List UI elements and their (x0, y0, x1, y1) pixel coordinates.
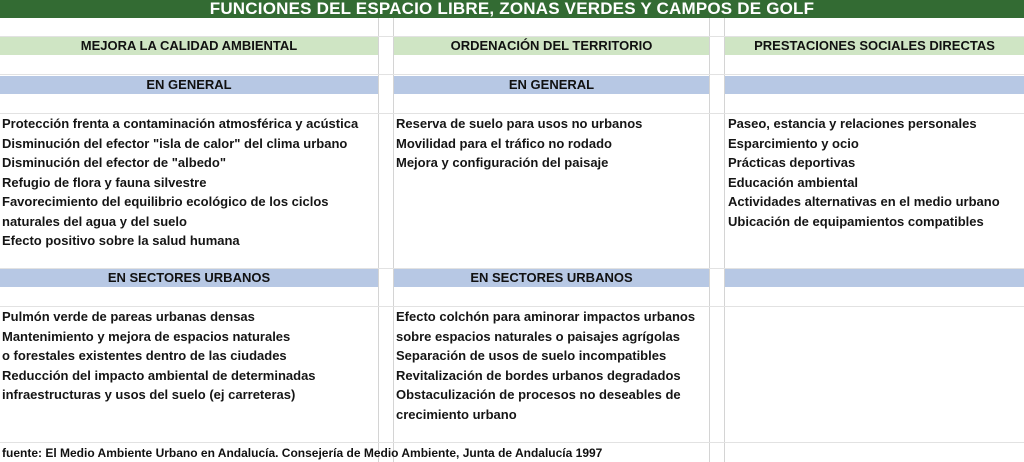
list-item: Efecto colchón para aminorar impactos urbanos (396, 309, 696, 324)
list-item: infraestructuras y usos del suelo (ej carreteras) (2, 387, 296, 402)
list-item: Reserva de suelo para usos no urbanos (396, 116, 643, 131)
list-item: Educación ambiental (728, 174, 859, 190)
list-item: Efecto positivo sobre la salud humana (2, 233, 240, 248)
grid-line (378, 18, 379, 462)
list-item: Favorecimiento del equilibrio ecológico de los ciclos (2, 194, 329, 209)
list-item: Refugio de flora y fauna silvestre (2, 174, 207, 190)
list-item: sobre espacios naturales o paisajes agrígolas (396, 328, 680, 344)
list-item: Pulmón verde de pareas urbanas densas (2, 309, 255, 324)
section-label-sectores: EN SECTORES URBANOS (107, 270, 271, 285)
list-item: Paseo, estancia y relaciones personales (728, 116, 977, 131)
column-header-ordenacion: ORDENACIÓN DEL TERRITORIO (450, 38, 653, 53)
list-item: naturales del agua y del suelo (2, 213, 187, 229)
grid-line (709, 18, 710, 462)
list-item: Prácticas deportivas (728, 155, 856, 170)
list-item: Protección frenta a contaminación atmosférica y acústica (2, 116, 359, 131)
list-item: o forestales existentes dentro de las ciudades (2, 348, 287, 363)
list-item: Revitalización de bordes urbanos degradados (396, 367, 681, 383)
list-item: Esparcimiento y ocio (728, 135, 859, 151)
list-item: crecimiento urbano (396, 406, 517, 422)
grid-line (0, 74, 1024, 75)
page-title: FUNCIONES DEL ESPACIO LIBRE, ZONAS VERDES Y CAMPOS DE GOLF (0, 0, 1024, 18)
section-label-general: EN GENERAL (508, 77, 595, 92)
column-header-prestaciones: PRESTACIONES SOCIALES DIRECTAS (754, 38, 995, 53)
source-note: fuente: El Medio Ambiente Urbano en Andalucía. Consejería de Medio Ambiente, Junta de Andalucía 1997 (2, 446, 603, 460)
grid-line (0, 442, 1024, 443)
list-item: Disminución del efector "isla de calor" del clima urbano (2, 135, 348, 151)
column-header-calidad: MEJORA LA CALIDAD AMBIENTAL (80, 38, 298, 53)
section-band (725, 269, 1024, 287)
section-band (725, 76, 1024, 94)
list-item: Ubicación de equipamientos compatibles (728, 213, 984, 229)
list-item: Actividades alternativas en el medio urbano (728, 194, 1000, 209)
list-item: Reducción del impacto ambiental de determinadas (2, 367, 316, 383)
section-label-general: EN GENERAL (146, 77, 232, 92)
list-item: Separación de usos de suelo incompatibles (396, 348, 667, 363)
section-label-sectores: EN SECTORES URBANOS (470, 270, 633, 285)
list-item: Mantenimiento y mejora de espacios naturales (2, 328, 291, 344)
list-item: Obstaculización de procesos no deseables de (396, 387, 681, 402)
list-item: Movilidad para el tráfico no rodado (396, 135, 612, 151)
list-item: Disminución del efector de "albedo" (2, 155, 226, 170)
list-item: Mejora y configuración del paisaje (396, 155, 609, 170)
